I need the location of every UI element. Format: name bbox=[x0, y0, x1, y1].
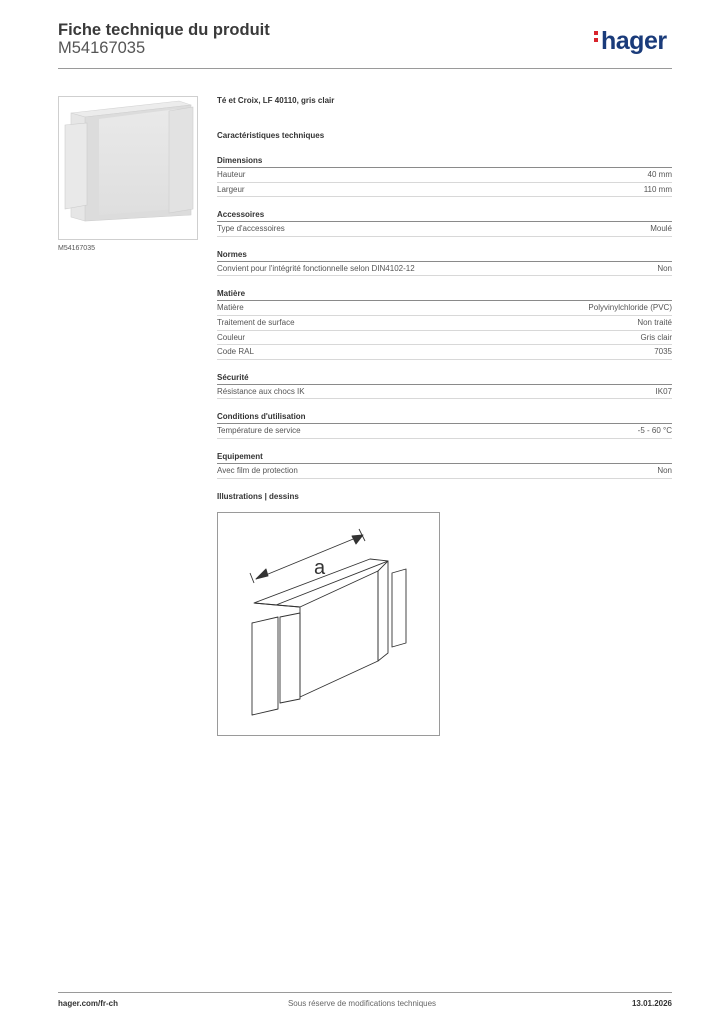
product-code: M54167035 bbox=[58, 39, 146, 57]
dimension-label: a bbox=[314, 557, 326, 579]
spec-row bbox=[217, 331, 672, 346]
spec-label: Avec film de protection bbox=[217, 465, 298, 475]
spec-table bbox=[217, 153, 672, 479]
logo-dots-icon bbox=[594, 28, 599, 45]
spec-group-conditions bbox=[217, 409, 672, 439]
hager-logo bbox=[594, 28, 667, 54]
footer-website-link[interactable]: hager.com/fr-ch bbox=[58, 999, 119, 1008]
spec-value: 110 mm bbox=[643, 184, 672, 194]
spec-row bbox=[217, 183, 672, 198]
spec-value: Moulé bbox=[650, 224, 672, 234]
spec-label: Couleur bbox=[217, 332, 246, 342]
spec-group-title: Equipement bbox=[217, 449, 672, 464]
spec-value: Gris clair bbox=[640, 332, 672, 342]
spec-label: Hauteur bbox=[217, 170, 246, 179]
spec-group-accessoires bbox=[217, 207, 672, 237]
product-title: Té et Croix, LF 40110, gris clair bbox=[217, 96, 335, 105]
spec-value: 40 mm bbox=[647, 170, 672, 179]
spec-label: Résistance aux chocs IK bbox=[217, 386, 305, 396]
spec-group-title: Matière bbox=[217, 286, 672, 301]
header-divider bbox=[58, 68, 672, 69]
spec-value: Non traité bbox=[637, 317, 672, 327]
spec-value: Polyvinylchloride (PVC) bbox=[588, 303, 672, 313]
spec-label: Type d'accessoires bbox=[217, 224, 285, 234]
spec-row bbox=[217, 424, 672, 439]
spec-label: Traitement de surface bbox=[217, 317, 295, 327]
spec-group-title: Dimensions bbox=[217, 153, 672, 168]
spec-group-dimensions bbox=[217, 153, 672, 197]
spec-row bbox=[217, 464, 672, 479]
spec-value: Non bbox=[657, 263, 672, 273]
photo-caption: M54167035 bbox=[58, 245, 95, 252]
spec-group-title: Sécurité bbox=[217, 370, 672, 385]
spec-row bbox=[217, 301, 672, 316]
illustrations-title: Illustrations | dessins bbox=[217, 492, 299, 501]
spec-row bbox=[217, 262, 672, 277]
spec-row bbox=[217, 168, 672, 183]
spec-value: 7035 bbox=[654, 347, 672, 357]
footer-date: 13.01.2026 bbox=[631, 999, 672, 1008]
logo-text: hager bbox=[601, 27, 667, 55]
spec-group-title: Accessoires bbox=[217, 207, 672, 222]
spec-group-normes bbox=[217, 247, 672, 277]
spec-value: Non bbox=[657, 465, 672, 475]
spec-row bbox=[217, 222, 672, 237]
technical-drawing-image bbox=[218, 513, 439, 735]
technical-drawing bbox=[217, 512, 440, 736]
section-title: Caractéristiques techniques bbox=[217, 131, 325, 140]
spec-label: Convient pour l'intégrité fonctionnelle selon DIN4102-12 bbox=[217, 263, 415, 273]
spec-row bbox=[217, 316, 672, 331]
spec-value: IK07 bbox=[655, 386, 672, 396]
spec-group-title: Normes bbox=[217, 247, 672, 262]
spec-group-title: Conditions d'utilisation bbox=[217, 409, 672, 424]
spec-label: Largeur bbox=[217, 184, 245, 194]
spec-group-equipement bbox=[217, 449, 672, 479]
footer-divider bbox=[58, 992, 672, 993]
spec-label: Matière bbox=[217, 303, 244, 313]
spec-value: -5 - 60 °C bbox=[637, 426, 672, 436]
spec-group-securite bbox=[217, 370, 672, 400]
spec-row bbox=[217, 385, 672, 400]
product-photo-image bbox=[59, 97, 197, 239]
spec-group-matiere bbox=[217, 286, 672, 359]
product-photo bbox=[58, 96, 198, 240]
spec-label: Température de service bbox=[217, 426, 301, 436]
page-title: Fiche technique du produit bbox=[58, 21, 270, 39]
spec-label: Code RAL bbox=[217, 347, 254, 357]
footer-notice: Sous réserve de modifications techniques bbox=[287, 999, 437, 1008]
spec-row bbox=[217, 345, 672, 360]
